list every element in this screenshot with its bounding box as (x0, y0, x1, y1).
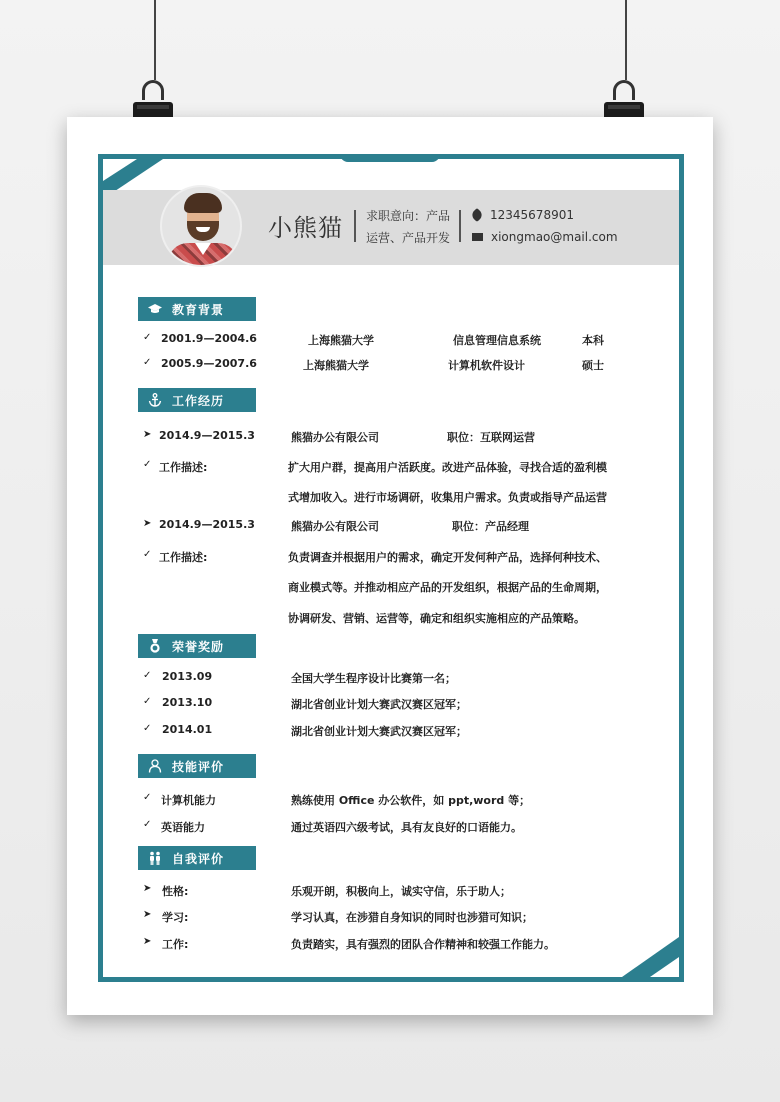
phone-contact (472, 208, 574, 222)
edu-date-2: 2005.9—2007.6 (161, 357, 257, 370)
skill-label-1: 计算机能力 (161, 794, 216, 807)
email-contact (472, 230, 618, 244)
check-icon: ✓ (143, 357, 152, 368)
award-text-2: 湖北省创业计划大赛武汉赛区冠军； (291, 698, 467, 711)
award-text-3: 湖北省创业计划大赛武汉赛区冠军； (291, 725, 467, 738)
self-label-1: 性格: (162, 885, 189, 898)
anchor-icon (148, 393, 162, 407)
arrow-icon: ➤ (143, 518, 152, 529)
check-icon: ✓ (143, 459, 152, 470)
job-intent-line1: 求职意向：产品 (366, 209, 451, 223)
check-icon: ✓ (143, 332, 152, 343)
work-desc-2-line-3: 协调研发、营销、运营等，确定和组织实施相应的产品策略。 (288, 612, 585, 625)
edu-major-2: 计算机软件设计 (448, 359, 525, 372)
skill-text-2: 通过英语四六级考试，具有友良好的口语能力。 (291, 821, 522, 834)
frame-top-tab (340, 154, 440, 162)
avatar (160, 185, 242, 267)
skill-text-1: 熟练使用 Office 办公软件，如 ppt,word 等； (291, 794, 531, 807)
edu-school-2: 上海熊猫大学 (303, 359, 369, 372)
skill-label-2: 英语能力 (161, 821, 205, 834)
phone-number: 12345678901 (490, 208, 574, 222)
mail-icon (472, 233, 483, 241)
work-desc-1-line-1: 扩大用户群，提高用户活跃度。改进产品体验，寻找合适的盈利模 (288, 461, 607, 474)
check-icon: ✓ (143, 670, 152, 681)
award-date-1: 2013.09 (162, 670, 213, 683)
work-desc-2-line-1: 负责调查并根据用户的需求，确定开发何种产品，选择何种技术、 (288, 551, 607, 564)
self-text-1: 乐观开朗，积极向上，诚实守信，乐于助人； (291, 885, 511, 898)
people-icon (148, 851, 162, 865)
check-icon: ✓ (143, 696, 152, 707)
check-icon: ✓ (143, 723, 152, 734)
self-text-3: 负责踏实，具有强烈的团队合作精神和较强工作能力。 (291, 938, 555, 951)
work-position-2: 职位：产品经理 (452, 520, 529, 533)
hanging-wire-left (154, 0, 156, 80)
work-date-2: 2014.9—2015.3 (159, 518, 255, 531)
arrow-icon: ➤ (143, 936, 152, 947)
arrow-icon: ➤ (143, 429, 152, 440)
medal-icon (148, 639, 162, 653)
header-divider-2 (459, 210, 461, 242)
work-position-1: 职位：互联网运营 (447, 431, 535, 444)
check-icon: ✓ (143, 792, 152, 803)
candidate-name: 小熊猫 (268, 214, 343, 242)
edu-date-1: 2001.9—2004.6 (161, 332, 257, 345)
edu-major-1: 信息管理信息系统 (453, 334, 541, 347)
work-desc-1-line-2: 式增加收入。进行市场调研，收集用户需求。负责或指导产品运营 (288, 491, 607, 504)
edu-school-1: 上海熊猫大学 (308, 334, 374, 347)
edu-degree-2: 硕士 (582, 359, 604, 372)
award-text-1: 全国大学生程序设计比赛第一名； (291, 672, 456, 685)
person-icon (148, 759, 162, 773)
graduation-cap-icon (148, 302, 162, 316)
job-intent-line2: 运营、产品开发 (366, 231, 451, 245)
work-company-2: 熊猫办公有限公司 (291, 520, 379, 533)
work-company-1: 熊猫办公有限公司 (291, 431, 379, 444)
edu-degree-1: 本科 (582, 334, 604, 347)
award-date-2: 2013.10 (162, 696, 213, 709)
work-desc-label-2: 工作描述: (159, 551, 208, 564)
section-header-awards: 荣誉奖励 (138, 634, 256, 658)
self-label-2: 学习: (162, 911, 189, 924)
header-divider-1 (354, 210, 356, 242)
section-header-self: 自我评价 (138, 846, 256, 870)
work-desc-2-line-2: 商业模式等。并推动相应产品的开发组织，根据产品的生命周期， (288, 581, 607, 594)
arrow-icon: ➤ (143, 909, 152, 920)
arrow-icon: ➤ (143, 883, 152, 894)
check-icon: ✓ (143, 549, 152, 560)
self-text-2: 学习认真，在涉猎自身知识的同时也涉猎可知识； (291, 911, 533, 924)
award-date-3: 2014.01 (162, 723, 213, 736)
work-desc-label-1: 工作描述: (159, 461, 208, 474)
hanging-wire-right (625, 0, 627, 80)
self-label-3: 工作: (162, 938, 189, 951)
check-icon: ✓ (143, 819, 152, 830)
section-header-education: 教育背景 (138, 297, 256, 321)
phone-icon (470, 208, 484, 222)
section-header-skills: 技能评价 (138, 754, 256, 778)
work-date-1: 2014.9—2015.3 (159, 429, 255, 442)
email-address: xiongmao@mail.com (491, 230, 618, 244)
section-header-work: 工作经历 (138, 388, 256, 412)
